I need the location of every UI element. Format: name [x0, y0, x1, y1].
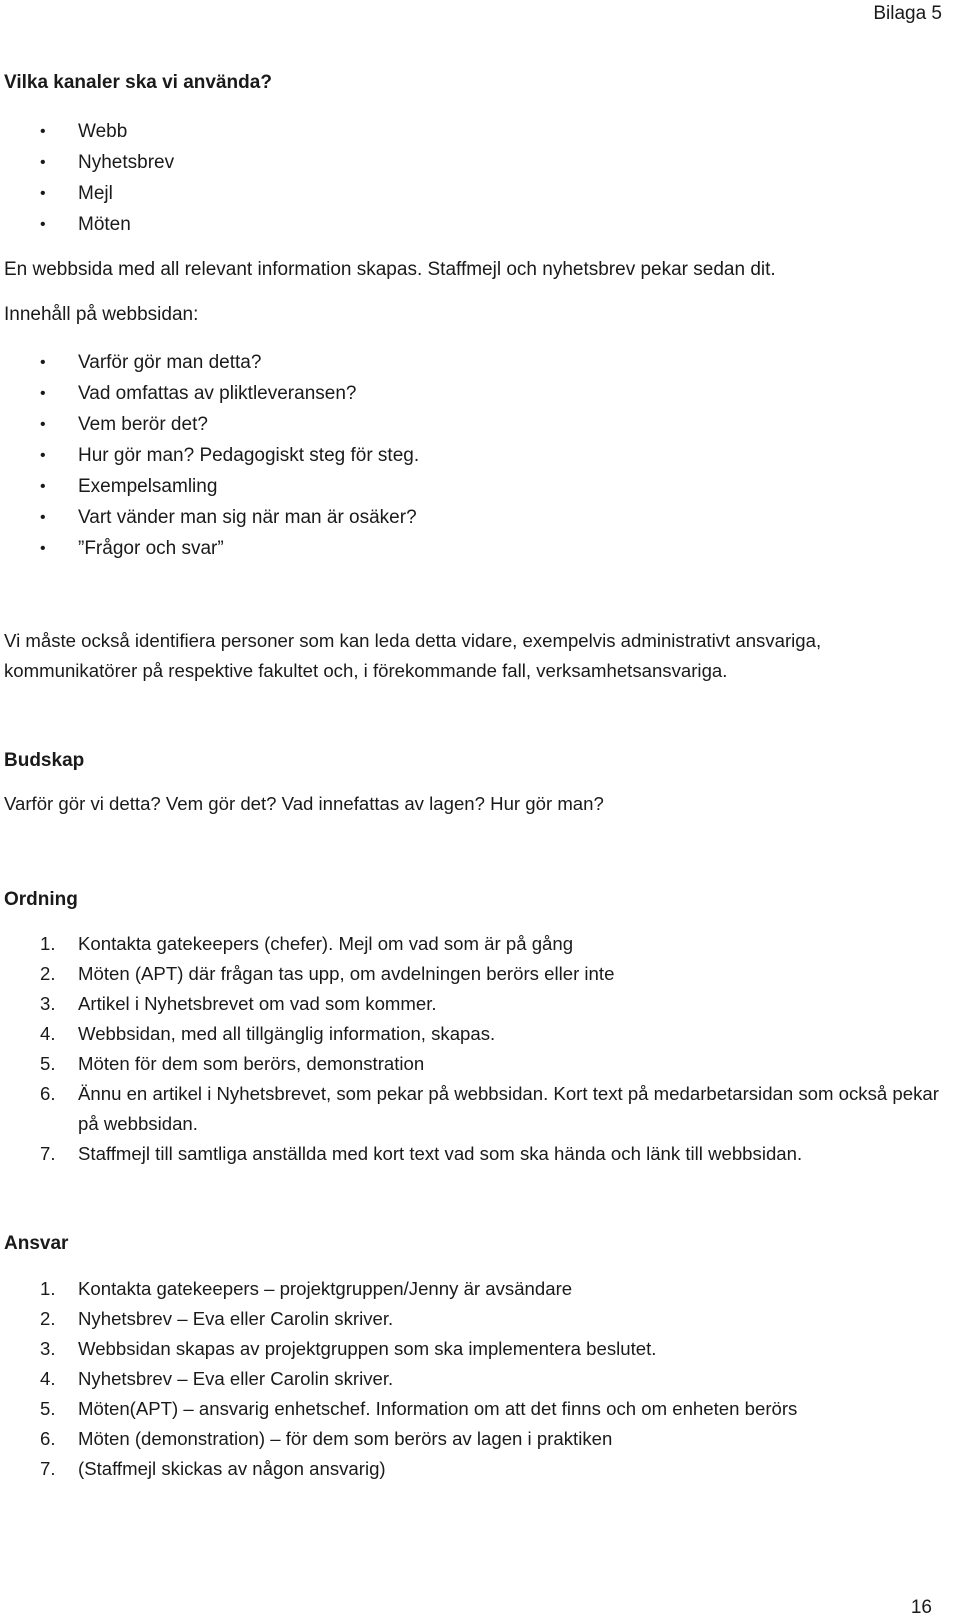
budskap-heading: Budskap [4, 750, 85, 771]
bullet-icon: • [40, 216, 46, 233]
list-item: 4. Nyhetsbrev – Eva eller Carolin skriver. [40, 1368, 394, 1389]
bullet-icon: • [40, 123, 46, 140]
page-number: 16 [910, 1597, 932, 1618]
list-item: • Nyhetsbrev [4, 147, 948, 178]
list-item: 2. Nyhetsbrev – Eva eller Carolin skriver. [40, 1308, 394, 1329]
bullet-icon: • [40, 416, 46, 433]
list-item: • Vad omfattas av pliktleveransen? [4, 378, 948, 409]
webpage-content-list [4, 347, 948, 564]
bullet-icon: • [40, 509, 46, 526]
list-item: • Webb [4, 116, 948, 147]
list-item: • Möten [4, 209, 948, 240]
ordning-heading: Ordning [4, 889, 78, 910]
channels-list [4, 116, 948, 240]
list-item: 7. Staffmejl till samtliga anställda med kort text vad som ska hända och länk till webbsidan. [40, 1143, 803, 1164]
ansvar-list [4, 1274, 948, 1484]
list-item: • Vart vänder man sig när man är osäker? [4, 502, 948, 533]
list-item: 3. Artikel i Nyhetsbrevet om vad som kommer. [40, 993, 437, 1014]
list-item: 2. Möten (APT) där frågan tas upp, om avdelningen berörs eller inte [40, 963, 615, 984]
appendix-label: Bilaga 5 [873, 3, 942, 24]
list-item: • Varför gör man detta? [4, 347, 948, 378]
channels-heading: Vilka kanaler ska vi använda? [4, 72, 272, 93]
list-item: 5. Möten(APT) – ansvarig enhetschef. Information om att det finns och om enheten berörs [40, 1398, 798, 1419]
list-item: 1. Kontakta gatekeepers (chefer). Mejl om vad som är på gång [40, 933, 574, 954]
list-item: 6. Ännu en artikel i Nyhetsbrevet, som pekar på webbsidan. Kort text på medarbetarsidan som också pekar på webbsidan. [40, 1083, 939, 1134]
budskap-text: Varför gör vi detta? Vem gör det? Vad innefattas av lagen? Hur gör man? [4, 793, 604, 814]
bullet-icon: • [40, 478, 46, 495]
ansvar-heading: Ansvar [4, 1233, 69, 1254]
ordning-list [4, 929, 948, 1169]
list-item: • ”Frågor och svar” [4, 533, 948, 564]
list-item: 3. Webbsidan skapas av projektgruppen som ska implementera beslutet. [40, 1338, 657, 1359]
list-item: • Vem berör det? [4, 409, 948, 440]
list-item: 5. Möten för dem som berörs, demonstration [40, 1053, 425, 1074]
people-paragraph: Vi måste också identifiera personer som kan leda detta vidare, exempelvis administrativt ansvariga, kommunikatörer på respektive fakultet och, i förekommande fall, verksamhetsansvariga. [4, 630, 822, 681]
list-item: 4. Webbsidan, med all tillgänglig information, skapas. [40, 1023, 496, 1044]
list-item: • Hur gör man? Pedagogiskt steg för steg. [4, 440, 948, 471]
bullet-icon: • [40, 185, 46, 202]
list-item: 7. (Staffmejl skickas av någon ansvarig) [40, 1458, 386, 1479]
webpage-content-label: Innehåll på webbsidan: [4, 304, 199, 325]
bullet-icon: • [40, 354, 46, 371]
bullet-icon: • [40, 385, 46, 402]
list-item: 1. Kontakta gatekeepers – projektgruppen/Jenny är avsändare [40, 1278, 573, 1299]
list-item: • Mejl [4, 178, 948, 209]
list-item: • Exempelsamling [4, 471, 948, 502]
webpage-intro: En webbsida med all relevant information skapas. Staffmejl och nyhetsbrev pekar sedan dit. [4, 259, 776, 280]
list-item: 6. Möten (demonstration) – för dem som berörs av lagen i praktiken [40, 1428, 613, 1449]
bullet-icon: • [40, 540, 46, 557]
bullet-icon: • [40, 154, 46, 171]
bullet-icon: • [40, 447, 46, 464]
